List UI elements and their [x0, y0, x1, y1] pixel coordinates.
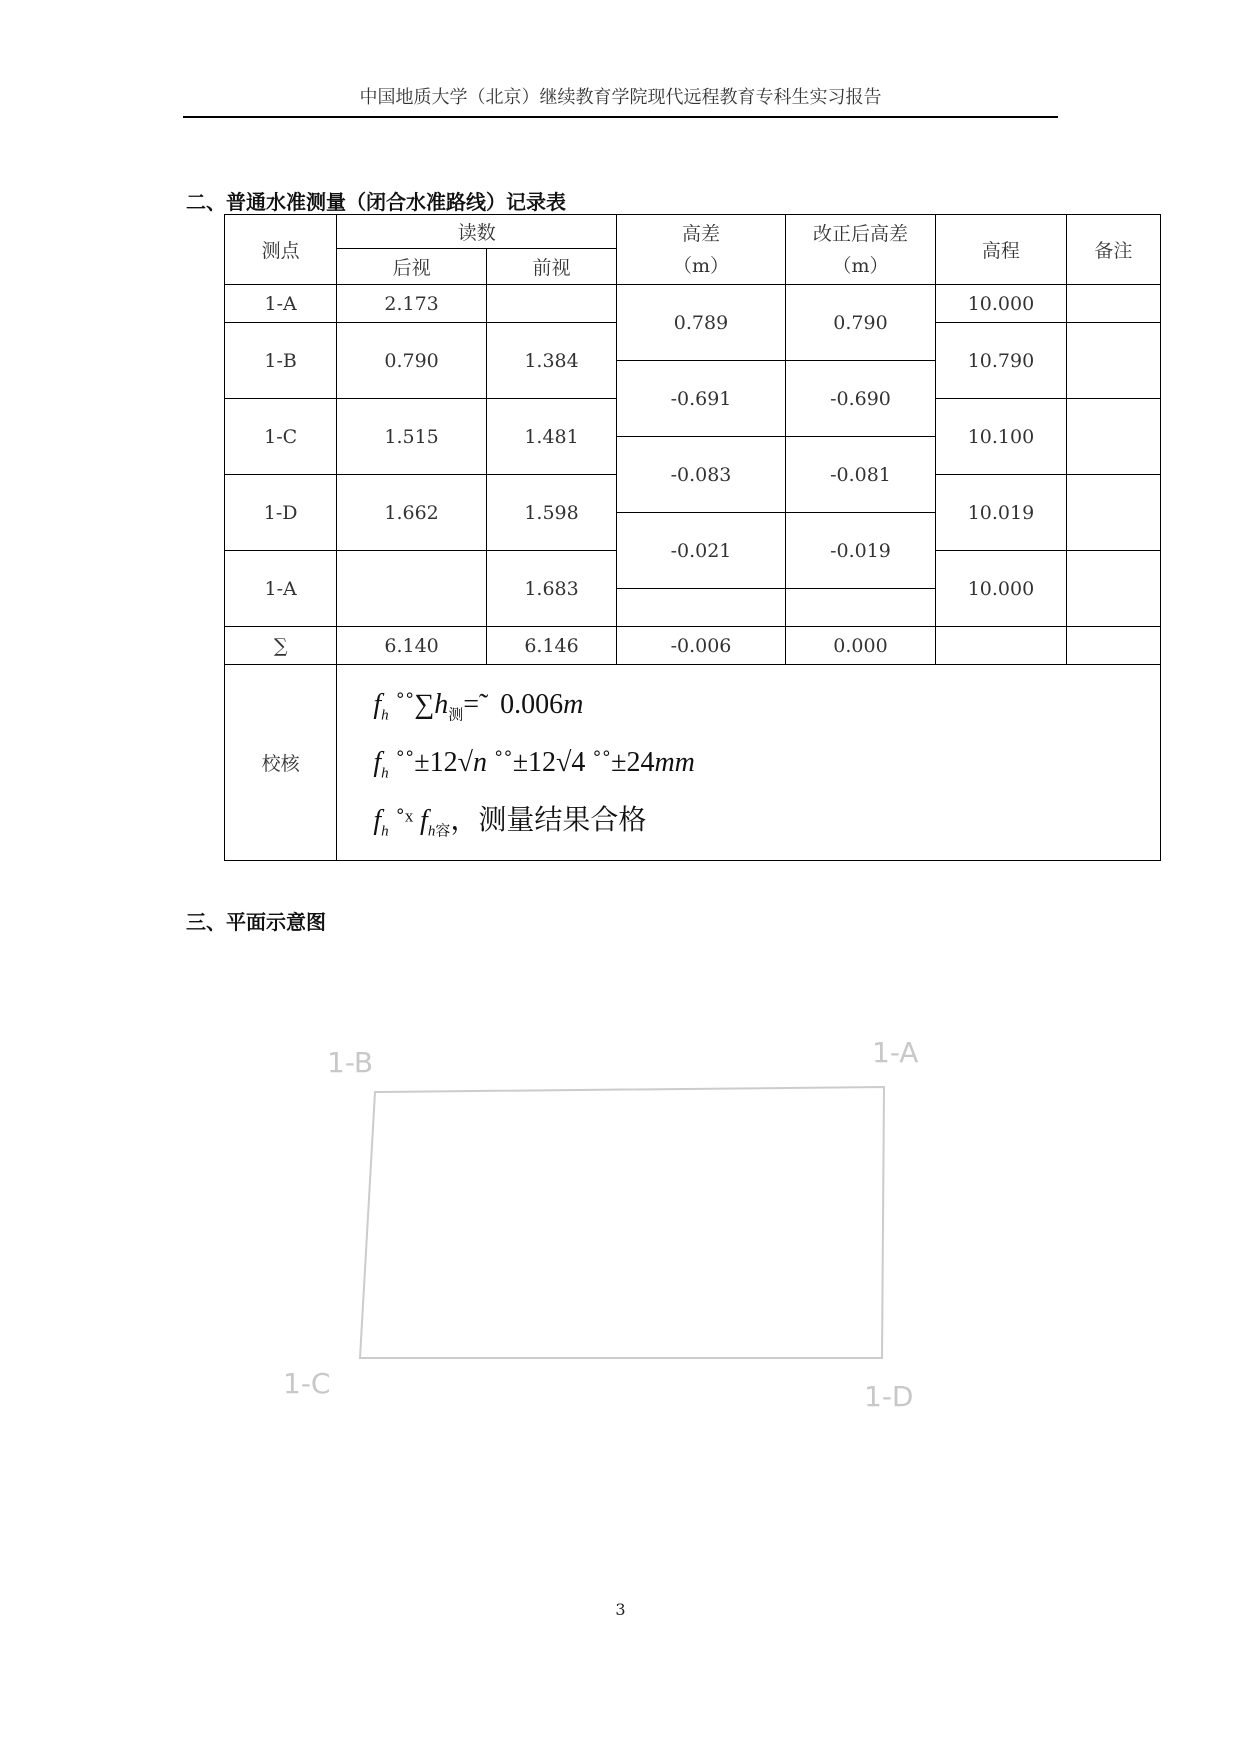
- cell-elevation: 10.000: [936, 551, 1066, 627]
- point-label-1b: 1-B: [327, 1046, 374, 1079]
- section-title-leveling-table: 二、普通水准测量（闭合水准路线）记录表: [186, 190, 566, 214]
- cell-point: 1-A: [225, 285, 337, 323]
- formula-sigma: ∑: [414, 688, 435, 720]
- cell-back-sight: 0.790: [337, 323, 486, 399]
- cell-fore-sight: 1.683: [486, 551, 616, 627]
- page-number: 3: [615, 1600, 626, 1619]
- header-height-diff-unit: （m）: [672, 254, 730, 277]
- header-point: 测点: [225, 215, 337, 285]
- traverse-outline: [360, 1087, 884, 1358]
- cell-fore-sight: 1.481: [486, 399, 616, 475]
- cell-height-diff: -0.083: [617, 437, 786, 513]
- cell-height-diff: 0.789: [617, 285, 786, 361]
- header-corrected-diff-unit: （m）: [832, 254, 889, 277]
- point-label-1d: 1-D: [864, 1380, 914, 1413]
- cell-corrected-diff: -0.081: [785, 437, 935, 513]
- cell-elevation: 10.000: [936, 285, 1066, 323]
- formula-tilde-eq: =̃: [463, 688, 480, 720]
- sum-label: ∑: [225, 627, 337, 665]
- header-height-diff-label: 高差: [681, 222, 720, 245]
- sum-fore-sight: 6.146: [486, 627, 616, 665]
- formula-h-sub: h: [381, 707, 389, 724]
- header-elevation: 高程: [936, 215, 1066, 285]
- cell-point: 1-B: [225, 323, 337, 399]
- header-note: 备注: [1066, 215, 1160, 285]
- formula-unit-m: m: [563, 688, 584, 720]
- formula-eq-glyph: ˚˚: [395, 688, 415, 720]
- formula-f: f: [420, 804, 428, 836]
- formula-eq-glyph: ˚˚: [494, 746, 513, 778]
- formula-pm12: ±12: [414, 746, 458, 778]
- formula-sqrt: √: [457, 746, 474, 778]
- formula-n: n: [473, 746, 488, 778]
- formula-eq-glyph: ˚˚: [395, 746, 415, 778]
- cell-point: 1-A: [225, 551, 337, 627]
- point-label-1a: 1-A: [872, 1036, 919, 1069]
- cell-height-diff: -0.691: [617, 361, 786, 437]
- formula-eq-glyph: ˚˚: [592, 746, 612, 778]
- sum-height-diff: -0.006: [617, 627, 786, 665]
- formula-conclusion-text: ，测量结果合格: [450, 804, 647, 836]
- header-fore-sight: 前视: [486, 249, 616, 285]
- formula-h: h: [434, 688, 449, 720]
- cell-height-diff: -0.021: [617, 513, 786, 589]
- formula-value: 0.006: [500, 688, 564, 720]
- formula-h-sub: h: [381, 765, 389, 782]
- header-title: 中国地质大学（北京）继续教育学院现代远程教育专科生实习报告: [359, 87, 882, 108]
- header-reading: 读数: [337, 215, 617, 249]
- cell-fore-sight: 1.384: [486, 323, 616, 399]
- header-back-sight: 后视: [337, 249, 486, 285]
- cell-fore-sight: 1.598: [486, 475, 616, 551]
- formula-f: f: [373, 688, 382, 720]
- sum-back-sight: 6.140: [337, 627, 486, 665]
- formula-f: f: [373, 746, 382, 778]
- cell-corrected-diff: -0.690: [785, 361, 935, 437]
- cell-elevation: 10.790: [936, 323, 1066, 399]
- cell-back-sight: 1.515: [337, 399, 486, 475]
- header-corrected-diff-label: 改正后高差: [812, 222, 908, 245]
- check-label: 校核: [225, 665, 337, 861]
- formula-unit-mm: mm: [654, 746, 695, 778]
- cell-elevation: 10.100: [936, 399, 1066, 475]
- formula-h-sub: h: [381, 823, 389, 840]
- section-title-plan-sketch: 三、平面示意图: [186, 910, 326, 934]
- cell-back-sight: 1.662: [337, 475, 486, 551]
- cell-corrected-diff: 0.790: [785, 285, 935, 361]
- formula-ne-glyph: ˚ˣ: [395, 804, 414, 836]
- formula-ce-sub: 测: [448, 707, 464, 724]
- cell-point: 1-C: [225, 399, 337, 475]
- formula-f: f: [373, 804, 382, 836]
- cell-elevation: 10.019: [936, 475, 1066, 551]
- cell-point: 1-D: [225, 475, 337, 551]
- formula-h-sub: h: [427, 823, 436, 840]
- cell-back-sight: 2.173: [337, 285, 486, 323]
- formula-pm24: ±24: [611, 746, 655, 778]
- formula-pm12-sqrt4: ±12√4: [512, 746, 586, 778]
- formula-rong-sub: 容: [435, 823, 451, 840]
- cell-corrected-diff: -0.019: [785, 513, 935, 589]
- point-label-1c: 1-C: [283, 1367, 331, 1400]
- sum-corrected-diff: 0.000: [785, 627, 935, 665]
